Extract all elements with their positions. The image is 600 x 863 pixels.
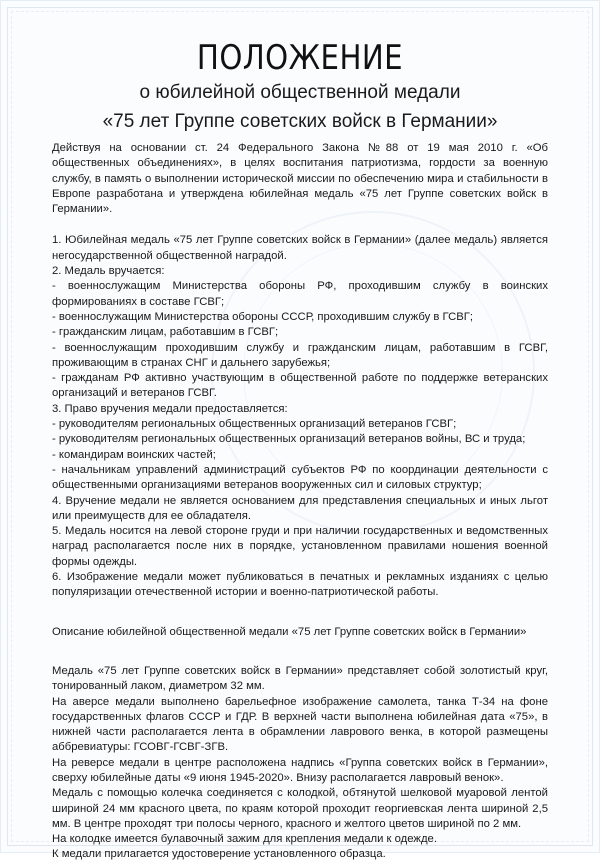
description-paragraph-5: На колодке имеется булавочный зажим для крепления медали к одежде. (52, 833, 437, 846)
intro-paragraph: Действуя на основании ст. 24 Федерального Закона №88 от 19 мая 2010 г. «Об общественных объединениях», в целях воспитания патриотизма, гордости за военную службу, в память о выполнении исторической миссии по обеспечению мира и стабильности в Европе разработана и утверждена юбилейная медаль «75 лет Группе советских войск в Германии». (52, 142, 548, 216)
item-2-a: - военнослужащим Министерства обороны РФ, проходившим службу в воинских формированиях в составе ГСВГ; (52, 280, 548, 308)
item-2-b: - военнослужащим Министерства обороны СССР, проходившим службу в ГСВГ; (52, 310, 474, 323)
item-3-d: - начальникам управлений администраций субъектов РФ по координации деятельности с общественными организациями ветеранов вооруженных сил и силовых структур; (52, 463, 548, 492)
item-5: 5. Медаль носится на левой стороне груди и при наличии государственных и ведомственных наград располагается после них в порядке, установленном правилами ношения военной формы одежды. (52, 525, 548, 568)
item-3-a: - руководителям региональных общественных организаций ветеранов ГСВГ; (52, 418, 457, 431)
item-6: 6. Изображение медали может публиковаться в печатных и рекламных изданиях с целью популяризации отечественной истории и военно-патриотической работы. (52, 571, 548, 599)
item-2: 2. Медаль вручается: (52, 265, 165, 278)
item-3-b: - руководителям региональных общественных организаций ветеранов войны, ВС и труда; (52, 433, 526, 446)
document-subtitle-line1: о юбилейной общественной медали (139, 82, 461, 103)
description-paragraph-4: Медаль с помощью колечка соединяется с колодкой, обтянутой шелковой муаровой лентой шириной 24 мм красного цвета, по краям которой проходит георгиевская лента шириной 2,5 мм. В центре проходят три полосы черного, красного и желтого цветов шириной по 2 мм. (52, 787, 548, 830)
item-2-c: - гражданским лицам, работавшим в ГСВГ; (52, 326, 279, 339)
description-paragraph-6: К медали прилагается удостоверение установленного образца. (52, 848, 386, 861)
document-subtitle-line2: «75 лет Группе советских войск в Германии» (102, 111, 498, 132)
item-2-e: - гражданам РФ активно участвующим в общественной работе по поддержке ветеранских организаций и ветеранов ГСВГ. (52, 372, 548, 400)
description-paragraph-3: На реверсе медали в центре расположена надпись «Группа советских войск в Германии», сверху юбилейные даты «9 июня 1945-2020». Внизу располагается лавровый венок». (52, 756, 548, 784)
document-body (52, 141, 548, 863)
document-header (1, 39, 599, 135)
item-1: 1. Юбилейная медаль «75 лет Группе советских войск в Германии» (далее медаль) является негосударственной общественной наградой. (52, 234, 548, 262)
item-3-c: - командирам воинских частей; (52, 448, 216, 461)
document-title: ПОЛОЖЕНИЕ (196, 38, 404, 78)
description-paragraph-1: Медаль «75 лет Группе советских войск в Германии» представляет собой золотистый круг, тонированный лаком, диаметром 32 мм. (52, 664, 548, 693)
item-4: 4. Вручение медали не является основанием для представления специальных и иных льгот или преимуществ для ее обладателя. (52, 494, 548, 522)
description-heading: Описание юбилейной общественной медали «75 лет Группе советских войск в Германии» (52, 625, 527, 638)
description-paragraph-2: На аверсе медали выполнено барельефное изображение самолета, танка Т-34 на фоне государственных флагов СССР и ГДР. В верхней части выполнена юбилейная дата «75», в нижней части располагается лента в обрамлении лаврового венка, в которой размещены аббревиатуры: ГСОВГ-ГСВГ-ЗГВ. (52, 695, 548, 754)
item-2-d: - военнослужащим проходившим службу и гражданским лицам, работавшим в ГСВГ, проживающим в странах СНГ и дальнего зарубежья; (52, 341, 548, 369)
item-3: 3. Право вручения медали предоставляется: (52, 402, 288, 415)
